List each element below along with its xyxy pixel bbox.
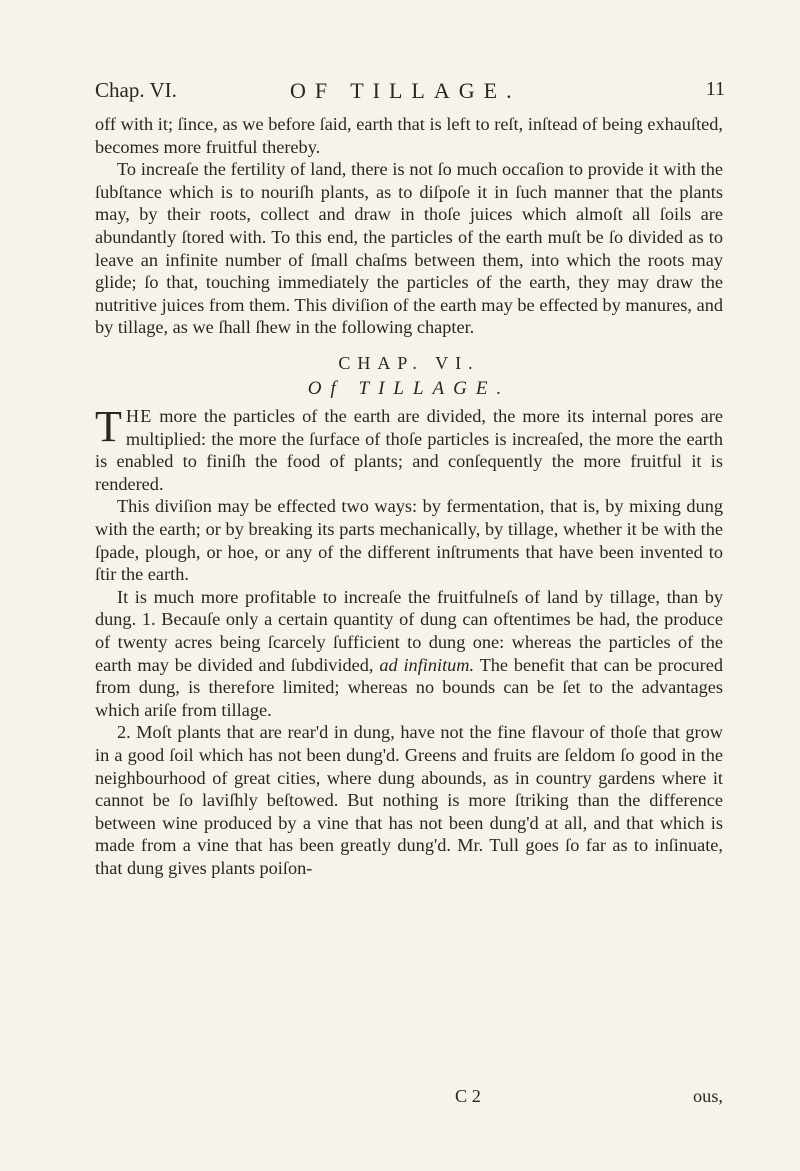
- previous-chapter-text: [95, 113, 723, 339]
- page-number: 11: [705, 78, 725, 100]
- opening-paragraph: [95, 402, 723, 495]
- paragraph-text: The benefit that can be procured from dung, is therefore limited; whereas no bounds can be ſet to the advantages which ariſe from tillage.: [95, 654, 723, 720]
- running-head: [95, 78, 725, 108]
- drop-cap: T: [95, 402, 122, 451]
- opening-text: more the particles of the earth are divided, the more its internal pores are multiplied: the more the ſurface of thoſe particles is increaſed, the more the earth is enabled to finiſh the food of plants; and conſequently the more fruitful it is rendered.: [95, 406, 723, 494]
- running-head-chapter: Chap. VI.: [95, 78, 177, 102]
- chapter-heading: CHAP. VI.: [338, 353, 480, 373]
- chapter-subtitle: Of TILLAGE.: [307, 378, 511, 399]
- paragraph: 2. Moſt plants that are rear'd in dung, have not the fine flavour of thoſe that grow in a good ſoil which has not been dung'd. Greens and fruits are ſeldom ſo good in the neighbourhood of great cities, where dung abounds, as in country gardens where it cannot be ſo laviſhly beſtowed. But nothing is more ſtriking than the difference between wine produced by a vine that has not been dung'd at all, and that which is made from a vine that has been greatly dung'd. Mr. Tull goes ſo far as to inſinuate, that dung gives plants poiſon-: [95, 722, 723, 878]
- opening-caps: HE: [125, 406, 153, 426]
- paragraph: This diviſion may be effected two ways: by fermentation, that is, by mixing dung with the earth; or by breaking its parts mechanically, by tillage, whether it be with the ſpade, plough, or hoe, or any of the different inſtruments that have been invented to ſtir the earth.: [95, 496, 723, 585]
- running-head-title: OF TILLAGE.: [290, 78, 521, 103]
- paragraph: [95, 586, 723, 722]
- paragraph: off with it; ſince, as we before ſaid, earth that is left to reſt, inſtead of being exhauſted, becomes more fruitful thereby.: [95, 114, 723, 157]
- signature-mark: C 2: [455, 1086, 481, 1106]
- chapter-text: [95, 402, 723, 879]
- catchline: [95, 1086, 723, 1110]
- catchword: ous,: [693, 1086, 723, 1106]
- paragraph: To increaſe the fertility of land, there is not ſo much occaſion to provide it with the ſubſtance which is to nouriſh plants, as to diſpoſe it in ſuch manner that the plants may, by their roots, collect and draw in thoſe juices which almoſt all ſoils are abundantly ſtored with. To this end, the particles of the earth muſt be ſo divided as to leave an infinite number of ſmall chaſms between them, into which the roots may glide; ſo that, touching immediately the particles of the earth, they may draw the nutritive juices from them. This diviſion of the earth may be effected by manures, and by tillage, as we ſhall ſhew in the following chapter.: [95, 159, 723, 338]
- paragraph-text: It is much more profitable to increaſe the fruitfulneſs of land by tillage, than by dung. 1. Becauſe only a certain quantity of dung can oftentimes be had, the produce of twenty acres being ſcarcely ſufficient to dung one: whereas the particles of the earth may be divided and ſubdivided,: [95, 586, 723, 675]
- latin-phrase: ad infinitum.: [379, 654, 475, 675]
